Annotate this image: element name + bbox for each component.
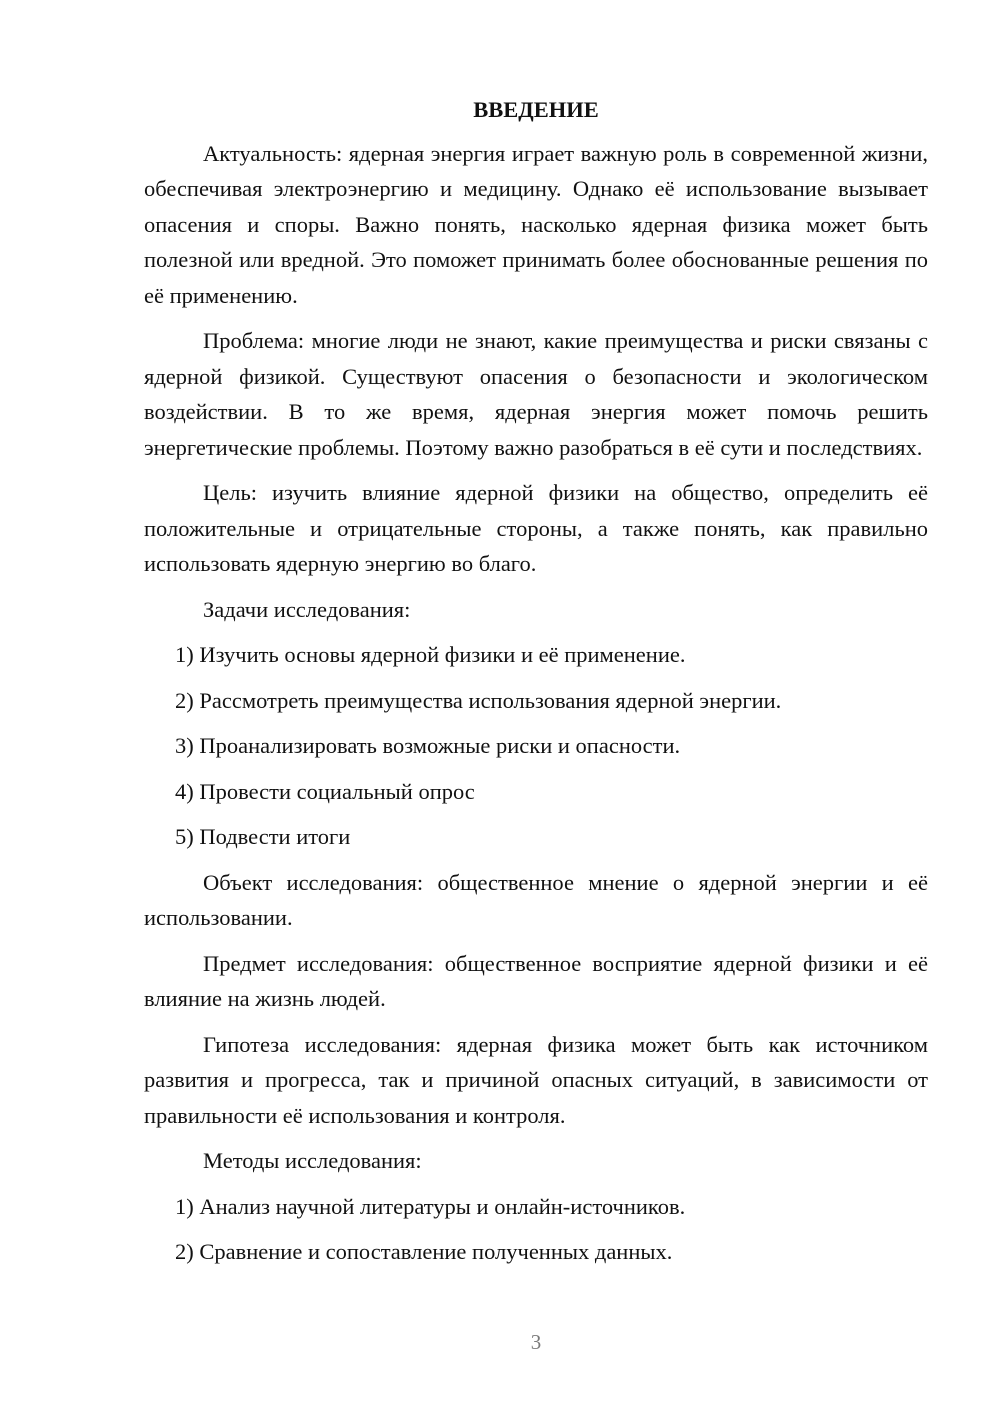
subject-paragraph: Предмет исследования: общественное восприятие ядерной физики и её влияние на жизнь людей.: [144, 950, 928, 1011]
page-number: 3: [530, 1330, 542, 1354]
list-item: 2) Рассмотреть преимущества использования ядерной энергии.: [175, 687, 782, 713]
methods-heading: Методы исследования:: [203, 1148, 422, 1173]
list-item: 5) Подвести итоги: [175, 824, 351, 849]
methods-list: [144, 1189, 928, 1270]
tasks-list: [144, 637, 928, 855]
goal-paragraph: Цель: изучить влияние ядерной физики на общество, определить её положительные и отрицательные стороны, а также понять, как правильно использовать ядерную энергию во благо.: [144, 480, 928, 576]
problem-paragraph: Проблема: многие люди не знают, какие преимущества и риски связаны с ядерной физикой. Существуют опасения о безопасности и экологическом воздействии. В то же время, ядерная энергия может помочь решить энергетические проблемы. Поэтому важно разобраться в её сути и последствиях.: [144, 328, 928, 460]
list-item: 1) Изучить основы ядерной физики и её применение.: [175, 642, 686, 667]
list-item: 4) Провести социальный опрос: [175, 778, 475, 804]
object-paragraph: Объект исследования: общественное мнение о ядерной энергии и её использовании.: [144, 869, 928, 930]
document-page: [144, 92, 928, 1280]
list-item: 2) Сравнение и сопоставление полученных данных.: [175, 1239, 673, 1264]
tasks-heading: Задачи исследования:: [203, 596, 411, 622]
hypothesis-paragraph: Гипотеза исследования: ядерная физика может быть как источником развития и прогресса, так и причиной опасных ситуаций, в зависимости от правильности её использования и контроля.: [144, 1031, 928, 1128]
list-item: 3) Проанализировать возможные риски и опасности.: [175, 733, 681, 758]
document-title: ВВЕДЕНИЕ: [473, 97, 599, 122]
relevance-paragraph: Актуальность: ядерная энергия играет важную роль в современной жизни, обеспечивая электроэнергию и медицину. Однако её использование вызывает опасения и споры. Важно понять, насколько ядерная физика может быть полезной или вредной. Это поможет принимать более обоснованные решения по её применению.: [144, 140, 928, 308]
list-item: 1) Анализ научной литературы и онлайн-источников.: [175, 1193, 686, 1219]
